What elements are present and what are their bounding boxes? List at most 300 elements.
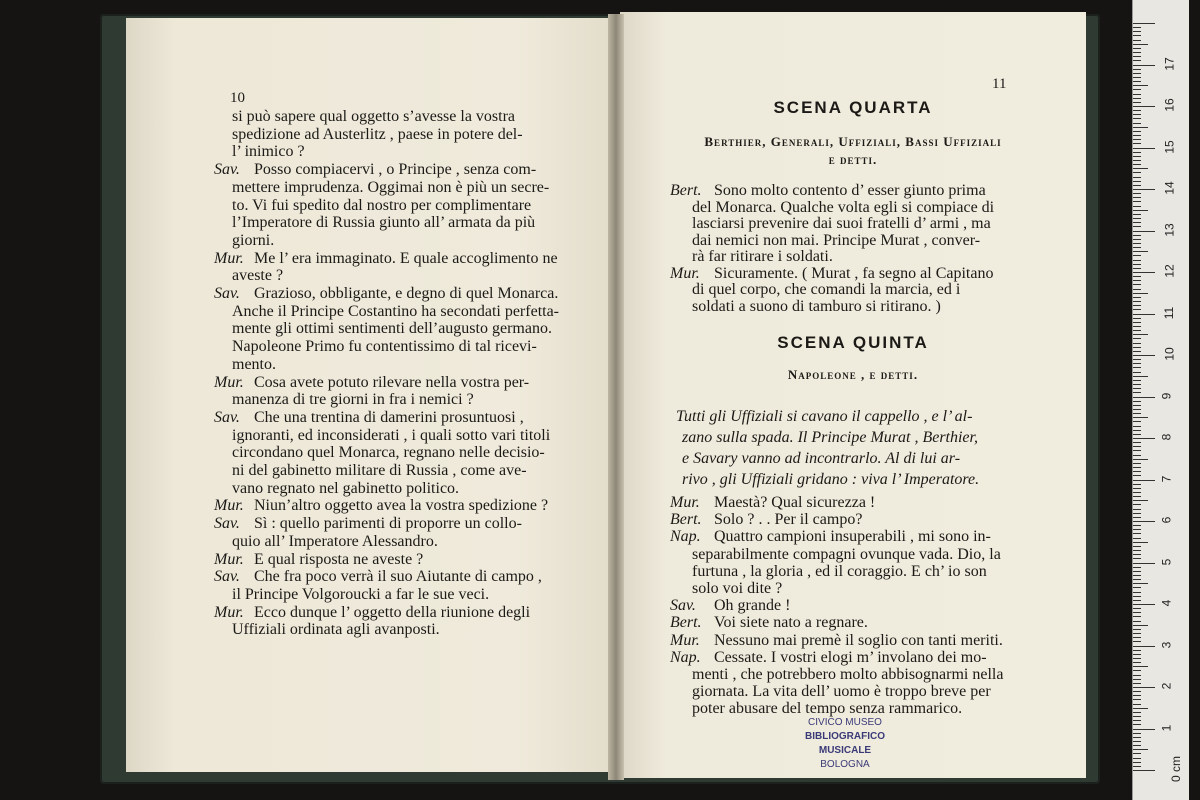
ruler-tick <box>1133 276 1141 277</box>
ruler-tick <box>1133 616 1141 617</box>
ruler-tick <box>1133 583 1148 584</box>
right-page-number: 11 <box>992 76 1007 92</box>
ruler-tick <box>1133 280 1141 281</box>
ruler-tick <box>1133 720 1141 721</box>
ruler-tick <box>1133 509 1141 510</box>
ruler-tick <box>1133 23 1155 24</box>
speaker-label: Sav. <box>214 408 240 426</box>
ruler-number: 2 <box>1159 682 1174 690</box>
ruler-tick <box>1133 110 1141 111</box>
text-line <box>214 108 515 126</box>
text-line <box>670 281 960 299</box>
text-line <box>214 586 489 604</box>
speaker-label: Sav. <box>214 515 240 533</box>
ruler-tick <box>1133 214 1141 215</box>
line-text: Sì : quello parimenti di proporre un collo- <box>254 515 522 533</box>
line-text: Quattro campioni insuperabili , mi sono in- <box>714 528 991 546</box>
ruler-number: 15 <box>1162 139 1177 154</box>
text-line <box>214 179 549 197</box>
speaker-label: Mur. <box>214 373 244 391</box>
line-text: si può sapere qual oggetto s’avesse la vostra <box>232 108 516 125</box>
ruler-tick <box>1133 737 1141 738</box>
ruler-tick <box>1133 766 1141 767</box>
ruler-tick <box>1133 670 1141 671</box>
ruler-tick <box>1133 413 1141 414</box>
ruler-number: 12 <box>1162 264 1177 278</box>
ruler-number: 16 <box>1162 98 1177 112</box>
text-line <box>214 551 423 569</box>
ruler-tick <box>1133 554 1141 555</box>
speaker-label: Mur. <box>214 550 244 568</box>
stamp-line: BOLOGNA <box>820 759 870 770</box>
ruler-tick <box>1133 193 1141 194</box>
ruler-tick <box>1133 243 1141 244</box>
ruler-tick <box>1133 89 1141 90</box>
text-line <box>214 568 542 586</box>
speaker-label: Mur. <box>670 631 700 649</box>
line-text: Sicuramente. ( Murat , fa segno al Capitano <box>714 264 994 282</box>
line-text: mente gli ottimi sentimenti dell’augusto germano. <box>232 320 552 338</box>
ruler-tick <box>1133 650 1141 651</box>
ruler-tick <box>1133 467 1141 468</box>
text-line <box>214 303 559 321</box>
ruler-tick <box>1133 604 1155 605</box>
ruler-number: 9 <box>1159 392 1174 399</box>
ruler-tick <box>1133 330 1141 331</box>
line-text: ignoranti, ed inconsiderati , i quali sotto vari titoli <box>232 426 551 444</box>
line-text: Che una trentina di damerini prosuntuosi , <box>254 408 524 426</box>
library-stamp <box>780 716 910 772</box>
ruler-number: 14 <box>1162 181 1177 195</box>
ruler-tick <box>1133 206 1141 207</box>
ruler-tick <box>1133 571 1141 572</box>
stage-direction-line: zano sulla spada. Il Principe Murat , Berthier, <box>682 429 978 446</box>
ruler-tick <box>1133 222 1141 223</box>
line-text: giornata. La vita dell’ uomo è troppo breve per <box>692 683 991 701</box>
ruler-tick <box>1133 538 1141 539</box>
speaker-label: Sav. <box>214 568 240 586</box>
ruler-tick <box>1133 131 1141 132</box>
ruler-tick <box>1133 675 1141 676</box>
ruler-tick <box>1133 326 1141 327</box>
line-text: rà far ritirare i soldati. <box>692 248 833 265</box>
ruler-tick <box>1133 579 1141 580</box>
text-line <box>214 444 545 462</box>
ruler-tick <box>1133 73 1141 74</box>
ruler-tick <box>1133 637 1141 638</box>
ruler-tick <box>1133 492 1141 493</box>
ruler-tick <box>1133 488 1141 489</box>
line-text: menti , che potrebbero molto abbisognarmi nella <box>692 666 1004 683</box>
ruler-tick <box>1133 268 1141 269</box>
ruler-tick <box>1133 181 1141 182</box>
ruler-tick <box>1133 164 1141 165</box>
ruler-tick <box>1133 160 1141 161</box>
line-text: dai nemici non mai. Principe Murat , conver- <box>692 231 981 249</box>
ruler-tick <box>1133 272 1155 273</box>
ruler-tick <box>1133 31 1141 32</box>
text-line <box>670 215 991 233</box>
ruler-tick <box>1133 27 1141 28</box>
text-line <box>214 497 548 515</box>
text-line <box>670 232 980 250</box>
ruler-tick <box>1133 81 1141 82</box>
line-text: mettere imprudenza. Oggimai non è più un secre- <box>232 178 550 196</box>
ruler-tick <box>1133 409 1141 410</box>
ruler-tick <box>1133 85 1148 86</box>
text-line <box>670 182 986 200</box>
ruler-tick <box>1133 231 1155 232</box>
line-text: Cosa avete potuto rilevare nella vostra per- <box>254 373 530 391</box>
ruler-number: 4 <box>1159 599 1174 607</box>
ruler-tick <box>1133 359 1141 360</box>
ruler-tick <box>1133 392 1141 393</box>
line-text: Maestà? Qual sicurezza ! <box>714 494 876 511</box>
ruler-tick <box>1133 148 1155 149</box>
ruler-tick <box>1133 646 1155 647</box>
ruler-tick <box>1133 587 1141 588</box>
ruler-number: 11 <box>1162 306 1177 319</box>
ruler-tick <box>1133 600 1141 601</box>
speaker-label: Nap. <box>670 528 701 546</box>
speaker-label: Bert. <box>670 182 702 199</box>
ruler-number: 7 <box>1159 475 1174 482</box>
ruler-tick <box>1133 372 1141 373</box>
ruler-number: 6 <box>1159 516 1174 524</box>
ruler-tick <box>1133 239 1141 240</box>
line-text: Che fra poco verrà il suo Aiutante di campo , <box>254 568 542 586</box>
stage-direction-line: rivo , gli Uffiziali gridano : viva l’ Imperatore. <box>682 471 980 488</box>
line-text: soldati a suono di tamburo si ritirano. ) <box>692 297 941 315</box>
text-line <box>214 515 522 533</box>
ruler-tick <box>1133 729 1155 730</box>
text-line <box>670 649 987 667</box>
ruler-tick <box>1133 284 1141 285</box>
ruler-tick <box>1133 247 1141 248</box>
ruler-tick <box>1133 517 1141 518</box>
ruler-tick <box>1133 712 1141 713</box>
ruler-tick <box>1133 521 1155 522</box>
ruler-tick <box>1133 662 1141 663</box>
text-line <box>670 632 1003 650</box>
line-text: mento. <box>232 355 276 373</box>
line-text: l’ inimico ? <box>232 143 305 161</box>
ruler-tick <box>1133 322 1141 323</box>
ruler-tick <box>1133 749 1148 750</box>
text-line <box>214 126 523 144</box>
ruler-tick <box>1133 152 1141 153</box>
ruler-tick <box>1133 480 1155 481</box>
ruler-tick <box>1133 708 1148 709</box>
ruler-tick <box>1133 475 1141 476</box>
ruler-tick <box>1133 264 1141 265</box>
ruler-tick <box>1133 430 1141 431</box>
left-page-number: 10 <box>230 90 245 106</box>
ruler-tick <box>1133 426 1141 427</box>
ruler-tick <box>1133 338 1141 339</box>
text-line <box>214 480 459 498</box>
ruler-tick <box>1133 575 1141 576</box>
scene-four-title: SCENA QUARTA <box>773 98 933 117</box>
ruler-tick <box>1133 69 1141 70</box>
ruler-tick <box>1133 550 1141 551</box>
line-text: ni del gabinetto militare di Russia , come ave- <box>232 462 527 479</box>
ruler-tick <box>1133 397 1155 398</box>
ruler-tick <box>1133 563 1155 564</box>
text-line <box>670 580 782 598</box>
text-line <box>214 338 537 356</box>
ruler-tick <box>1133 189 1155 190</box>
ruler-number: 3 <box>1159 641 1174 648</box>
ruler-tick <box>1133 450 1141 451</box>
ruler-tick <box>1133 558 1141 559</box>
ruler-tick <box>1133 293 1148 294</box>
text-line <box>214 161 536 179</box>
text-line <box>670 528 991 546</box>
line-text: del Monarca. Qualche volta egli si compiace di <box>692 198 995 216</box>
line-text: E qual risposta ne aveste ? <box>254 550 424 568</box>
ruler-tick <box>1133 658 1141 659</box>
ruler-tick <box>1133 255 1141 256</box>
line-text: to. Vi fui spedito dal nostro per complimentare <box>232 196 532 214</box>
ruler-tick <box>1133 143 1141 144</box>
ruler-tick <box>1133 384 1141 385</box>
ruler-tick <box>1133 762 1141 763</box>
ruler-tick <box>1133 695 1141 696</box>
speaker-label: Mur. <box>670 264 700 282</box>
line-text: Nessuno mai premè il soglio con tanti meriti. <box>714 631 1003 649</box>
text-line <box>670 494 875 512</box>
line-text: il Principe Volgoroucki a far le sue veci. <box>232 585 490 603</box>
text-line <box>670 614 868 632</box>
speaker-label: Mur. <box>214 603 244 621</box>
line-text: solo voi dite ? <box>692 580 783 597</box>
scene-four-characters-cont: e detti. <box>828 152 878 167</box>
line-text: Sono molto contento d’ esser giunto prima <box>714 182 986 199</box>
line-text: di quel corpo, che comandi la marcia, ed i <box>692 281 961 298</box>
text-line <box>670 546 1001 564</box>
text-line <box>214 197 531 215</box>
line-text: Uffiziali ordinata agli avanposti. <box>232 621 440 639</box>
ruler-tick <box>1133 758 1141 759</box>
ruler-tick <box>1133 156 1141 157</box>
line-text: Napoleone Primo fu contentissimo di tal ricevi- <box>232 338 537 356</box>
text-line <box>214 462 527 480</box>
ruler-tick <box>1133 380 1141 381</box>
ruler-tick <box>1133 77 1141 78</box>
ruler-tick <box>1133 168 1148 169</box>
ruler-tick <box>1133 704 1141 705</box>
line-text: circondano quel Monarca, regnano nelle decisio- <box>232 444 545 462</box>
ruler-tick <box>1133 666 1148 667</box>
ruler-tick <box>1133 201 1141 202</box>
right-page <box>620 12 1086 778</box>
ruler-number: 5 <box>1159 558 1174 565</box>
ruler-tick <box>1133 376 1148 377</box>
line-text: Cessate. I vostri elogi m’ involano dei mo- <box>714 648 987 666</box>
ruler-tick <box>1133 334 1148 335</box>
text-line <box>214 143 305 161</box>
stamp-line: BIBLIOGRAFICO MUSICALE <box>805 731 885 756</box>
text-line <box>670 683 991 701</box>
ruler-tick <box>1133 367 1141 368</box>
line-text: quio all’ Imperatore Alessandro. <box>232 532 438 550</box>
ruler-tick <box>1133 401 1141 402</box>
ruler-tick <box>1133 56 1141 57</box>
text-line <box>214 214 535 232</box>
scene-four-characters: Berthier, Generali, Uffiziali, Bassi Uffiziali <box>704 134 1002 149</box>
ruler-tick <box>1133 52 1141 53</box>
ruler-tick <box>1133 118 1141 119</box>
line-text: aveste ? <box>232 267 284 285</box>
ruler-tick <box>1133 65 1155 66</box>
ruler-tick <box>1133 355 1155 356</box>
line-text: vano regnato nel gabinetto politico. <box>232 479 460 497</box>
ruler-tick <box>1133 98 1141 99</box>
speaker-label: Mur. <box>214 497 244 515</box>
ruler-tick <box>1133 185 1141 186</box>
text-line <box>670 265 993 283</box>
ruler-tick <box>1133 442 1141 443</box>
ruler-tick <box>1133 608 1141 609</box>
text-line <box>670 199 994 217</box>
line-text: Posso compiacervi , o Principe , senza com- <box>254 161 537 179</box>
speaker-label: Sav. <box>214 285 240 302</box>
ruler-number: 10 <box>1162 347 1177 361</box>
ruler-tick <box>1133 114 1141 115</box>
text-line <box>214 409 524 427</box>
ruler-tick <box>1133 455 1141 456</box>
stage-direction-line: e Savary vanno ad incontrarlo. Al di lui ar- <box>682 450 961 467</box>
stage-direction-line: Tutti gli Uffiziali si cavano il cappello , e l’ al- <box>676 408 973 425</box>
ruler-number: 17 <box>1162 56 1177 71</box>
ruler-tick <box>1133 421 1141 422</box>
ruler-tick <box>1133 177 1141 178</box>
line-text: manenza di tre giorni in fra i nemici ? <box>232 391 474 409</box>
ruler-tick <box>1133 197 1141 198</box>
speaker-label: Mur. <box>214 249 244 267</box>
line-text: Me l’ era immaginato. E quale accoglimento ne <box>254 249 558 267</box>
ruler-tick <box>1133 567 1141 568</box>
ruler-tick <box>1133 347 1141 348</box>
ruler-tick <box>1133 596 1141 597</box>
ruler-tick <box>1133 48 1141 49</box>
ruler-tick <box>1133 687 1155 688</box>
ruler-tick <box>1133 305 1141 306</box>
line-text: Niun’altro oggetto avea la vostra spedizione ? <box>254 497 549 515</box>
speaker-label: Bert. <box>670 511 702 529</box>
text-line <box>214 533 438 551</box>
ruler-tick <box>1133 753 1141 754</box>
ruler-tick <box>1133 724 1141 725</box>
ruler-tick <box>1133 716 1141 717</box>
ruler-tick <box>1133 484 1141 485</box>
text-line <box>214 391 474 409</box>
ruler-tick <box>1133 172 1141 173</box>
line-text: poter abusare del tempo senza rammarico. <box>692 700 963 718</box>
text-line <box>214 427 550 445</box>
ruler-tick <box>1133 44 1148 45</box>
ruler-tick <box>1133 388 1141 389</box>
ruler-tick <box>1133 496 1141 497</box>
line-text: furtuna , la gloria , ed il coraggio. E ch’ io son <box>692 562 987 580</box>
ruler-tick <box>1133 463 1141 464</box>
text-line <box>214 320 552 338</box>
ruler-tick <box>1133 621 1141 622</box>
speaker-label: Sav. <box>670 597 696 615</box>
measuring-ruler <box>1132 0 1189 800</box>
ruler-tick <box>1133 417 1148 418</box>
left-page <box>126 18 616 772</box>
line-text: Ecco dunque l’ oggetto della riunione degli <box>254 603 531 621</box>
ruler-tick <box>1133 363 1141 364</box>
line-text: Solo ? . . Per il campo? <box>714 511 863 529</box>
ruler-tick <box>1133 260 1141 261</box>
ruler-tick <box>1133 301 1141 302</box>
ruler-tick <box>1133 226 1141 227</box>
line-text: separabilmente compagni ovunque vada. Dio, la <box>692 545 1001 563</box>
ruler-tick <box>1133 529 1141 530</box>
ruler-tick <box>1133 504 1141 505</box>
text-line <box>214 374 529 392</box>
ruler-number: 1 <box>1159 724 1174 731</box>
ruler-tick <box>1133 438 1155 439</box>
ruler-tick <box>1133 405 1141 406</box>
ruler-tick <box>1133 106 1155 107</box>
line-text: Oh grande ! <box>714 597 791 615</box>
ruler-tick <box>1133 314 1155 315</box>
ruler-number: 13 <box>1162 222 1177 237</box>
text-line <box>214 285 558 303</box>
ruler-tick <box>1133 513 1141 514</box>
speaker-label: Sav. <box>214 161 240 179</box>
line-text: Anche il Principe Costantino ha secondati perfetta- <box>232 302 560 320</box>
ruler-tick <box>1133 633 1141 634</box>
ruler-tick <box>1133 683 1141 684</box>
ruler-tick <box>1133 745 1141 746</box>
ruler-tick <box>1133 309 1141 310</box>
ruler-tick <box>1133 679 1141 680</box>
text-line <box>214 232 274 250</box>
ruler-tick <box>1133 251 1148 252</box>
ruler-tick <box>1133 218 1141 219</box>
line-text: spedizione ad Austerlitz , paese in potere del- <box>232 125 523 143</box>
ruler-tick <box>1133 592 1141 593</box>
ruler-tick <box>1133 210 1148 211</box>
line-text: l’Imperatore di Russia giunto all’ armata da più <box>232 214 536 232</box>
ruler-tick <box>1133 612 1141 613</box>
speaker-label: Mur. <box>670 494 700 511</box>
ruler-tick <box>1133 542 1148 543</box>
scene-five-characters: Napoleone , e detti. <box>787 367 919 382</box>
ruler-number: 8 <box>1159 433 1174 441</box>
stamp-line: CIVICO MUSEO <box>808 717 882 728</box>
ruler-tick <box>1133 40 1141 41</box>
ruler-tick <box>1133 733 1141 734</box>
ruler-tick <box>1133 691 1141 692</box>
speaker-label: Bert. <box>670 614 702 632</box>
ruler-tick <box>1133 546 1141 547</box>
ruler-tick <box>1133 94 1141 95</box>
ruler-tick <box>1133 434 1141 435</box>
ruler-tick <box>1133 318 1141 319</box>
ruler-tick <box>1133 770 1155 771</box>
text-line <box>670 666 1003 684</box>
text-line <box>214 621 440 639</box>
book-gutter <box>608 14 624 780</box>
ruler-tick <box>1133 741 1141 742</box>
ruler-tick <box>1133 35 1141 36</box>
